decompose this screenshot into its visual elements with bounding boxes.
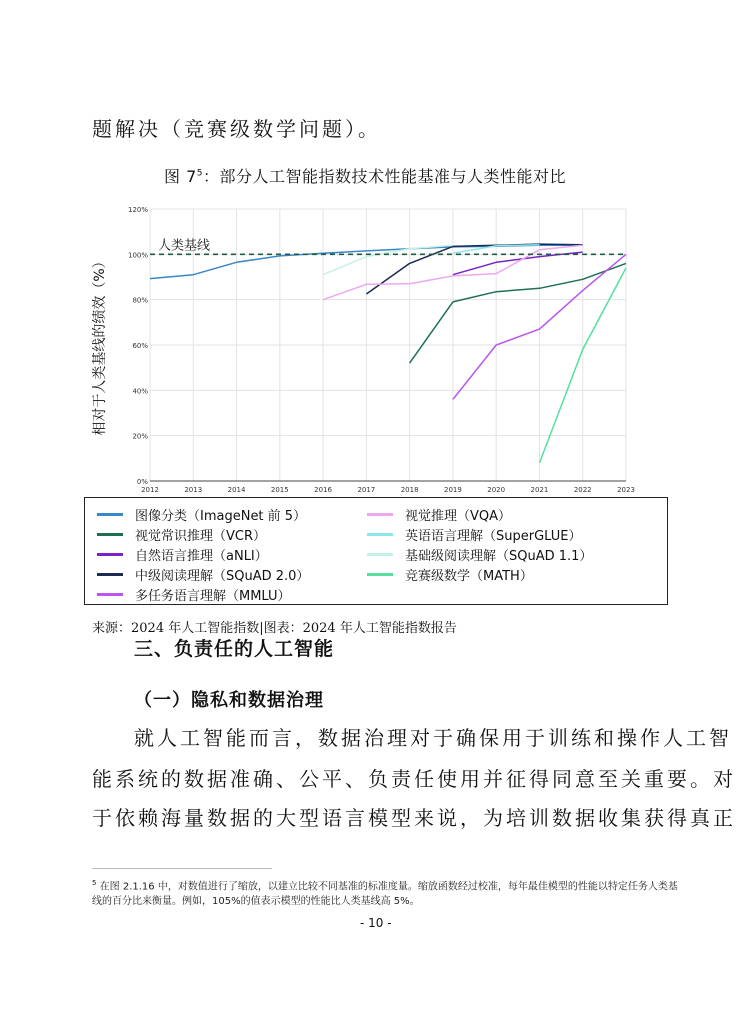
legend-label: 自然语言推理（aNLI） bbox=[135, 548, 268, 564]
y-tick-labels bbox=[128, 206, 148, 486]
legend-item bbox=[97, 505, 306, 523]
x-tick-label: 2014 bbox=[227, 486, 246, 494]
legend-label: 视觉常识推理（VCR） bbox=[135, 528, 267, 544]
legend-swatch bbox=[97, 553, 123, 556]
legend-swatch bbox=[367, 513, 393, 516]
x-tick-label: 2022 bbox=[573, 486, 592, 494]
x-tick-label: 2017 bbox=[357, 486, 376, 494]
legend-swatch bbox=[97, 593, 123, 596]
caption-text: ：部分人工智能指数技术性能基准与人类性能对比 bbox=[203, 167, 567, 186]
footnote bbox=[92, 876, 682, 909]
x-tick-label: 2020 bbox=[487, 486, 506, 494]
footnote-marker: 5 bbox=[92, 879, 97, 887]
legend-label: 视觉推理（VQA） bbox=[405, 508, 512, 524]
figure-source: 来源：2024 年人工智能指数|图表：2024 年人工智能指数报告 bbox=[92, 621, 457, 636]
y-tick-label: 80% bbox=[132, 296, 148, 305]
y-tick-label: 40% bbox=[132, 387, 148, 396]
legend-item bbox=[367, 565, 533, 583]
legend-item bbox=[97, 545, 268, 563]
x-tick-label: 2013 bbox=[184, 486, 203, 494]
legend-swatch bbox=[97, 513, 123, 516]
caption-superscript: 5 bbox=[196, 168, 204, 179]
paragraph-line: 能系统的数据准确、公平、负责任使用并征得同意至关重要。对 bbox=[92, 767, 736, 791]
page-number: - 10 - bbox=[360, 916, 392, 930]
series-line-3 bbox=[453, 252, 583, 275]
x-tick-label: 2023 bbox=[617, 486, 635, 494]
x-tick-label: 2018 bbox=[400, 486, 419, 494]
legend-item bbox=[367, 505, 511, 523]
y-tick-label: 0% bbox=[136, 478, 148, 486]
figure-caption bbox=[164, 164, 566, 187]
legend-swatch bbox=[367, 573, 393, 576]
legend-item bbox=[97, 585, 291, 603]
x-tick-label: 2012 bbox=[141, 486, 159, 494]
legend-label: 竞赛级数学（MATH） bbox=[405, 568, 533, 584]
x-tick-label: 2019 bbox=[443, 486, 462, 494]
legend-item bbox=[97, 525, 266, 543]
y-tick-label: 20% bbox=[132, 432, 148, 441]
legend-label: 中级阅读理解（SQuAD 2.0） bbox=[135, 568, 310, 584]
legend-label: 图像分类（ImageNet 前 5） bbox=[135, 508, 307, 524]
legend-swatch bbox=[97, 533, 123, 536]
legend-swatch bbox=[97, 573, 123, 576]
x-tick-label: 2015 bbox=[270, 486, 289, 494]
legend-swatch bbox=[367, 533, 393, 536]
legend-swatch bbox=[367, 553, 393, 556]
chart-series bbox=[150, 244, 626, 463]
x-tick-label: 2016 bbox=[314, 486, 333, 494]
legend-item bbox=[367, 525, 581, 543]
footnote-divider bbox=[92, 868, 272, 869]
y-tick-label: 60% bbox=[132, 342, 148, 350]
subsection-title: （一）隐私和数据治理 bbox=[134, 690, 324, 711]
paragraph-line: 就人工智能而言，数据治理对于确保用于训练和操作人工智 bbox=[134, 726, 732, 750]
y-axis-label: 相对于人类基线的绩效（%） bbox=[92, 254, 108, 436]
caption-prefix: 图 7 bbox=[164, 167, 197, 186]
legend-label: 多任务语言理解（MMLU） bbox=[135, 588, 291, 604]
paragraph-line: 于依赖海量数据的大型语言模型来说，为培训数据收集获得真正 bbox=[92, 806, 736, 830]
footnote-text: 在图 2.1.16 中，对数值进行了缩放，以建立比较不同基准的标准度量。缩放函数经过校准，每年最佳模型的性能以特定任务人类基线的百分比来衡量。例如，105%的值表示模型的性能比人类基线高 5%。 bbox=[92, 881, 678, 908]
x-tick-labels bbox=[141, 486, 635, 494]
y-tick-label: 100% bbox=[127, 251, 148, 260]
section-title: 三、负责任的人工智能 bbox=[134, 638, 335, 660]
chart-legend bbox=[84, 497, 668, 605]
performance-chart bbox=[90, 200, 650, 496]
x-tick-label: 2021 bbox=[530, 486, 549, 494]
legend-item bbox=[97, 565, 309, 583]
legend-label: 英语语言理解（SuperGLUE） bbox=[405, 528, 582, 544]
y-tick-label: 120% bbox=[127, 206, 148, 214]
human-baseline-label: 人类基线 bbox=[158, 238, 211, 254]
top-text-line: 题解决（竞赛级数学问题）。 bbox=[92, 117, 381, 141]
legend-label: 基础级阅读理解（SQuAD 1.1） bbox=[405, 548, 593, 564]
legend-item bbox=[367, 545, 592, 563]
